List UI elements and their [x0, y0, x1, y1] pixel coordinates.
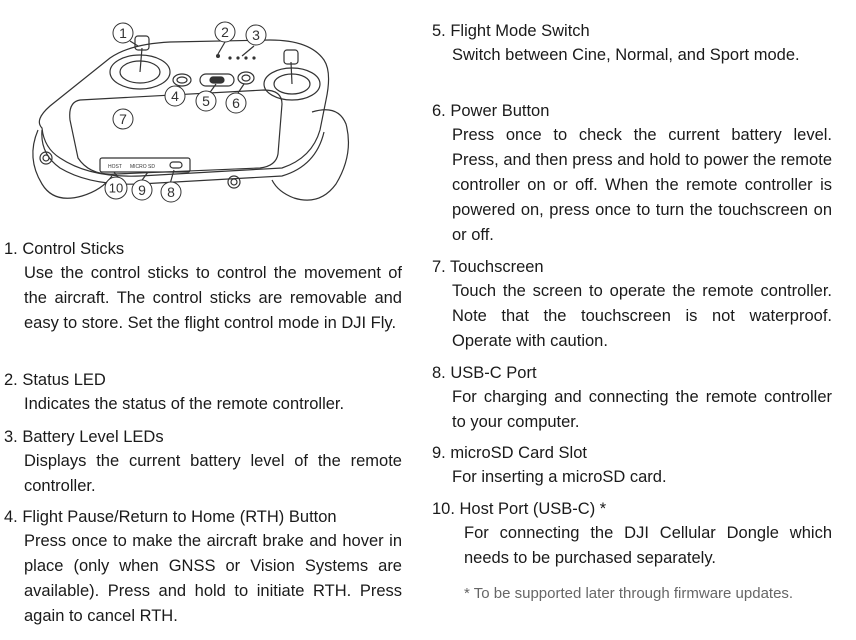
item-title: 4. Flight Pause/Return to Home (RTH) Button: [4, 508, 337, 526]
item-description: Switch between Cine, Normal, and Sport mode.: [452, 46, 800, 64]
item-description: Touch the screen to operate the remote controller. Note that the touchscreen is not waterproof. Operate with caution.: [452, 282, 832, 350]
item-description: Press once to make the aircraft brake and hover in place (only when GNSS or Vision Systems are available). Press and hold to initiate RTH. Press again to cancel RTH.: [24, 532, 402, 625]
item-microsd-slot: [432, 442, 832, 490]
item-flight-mode-switch: [432, 20, 832, 68]
item-battery-level-leds: [4, 426, 402, 499]
callout-3: 3: [252, 27, 260, 43]
item-title: 6. Power Button: [432, 102, 550, 120]
item-title: 8. USB-C Port: [432, 364, 537, 382]
item-title: 5. Flight Mode Switch: [432, 22, 590, 40]
callout-7: 7: [119, 111, 127, 127]
host-port-label: HOST: [108, 164, 122, 170]
item-description: For charging and connecting the remote controller to your computer.: [452, 388, 832, 431]
callout-5: 5: [202, 93, 210, 109]
callout-1: 1: [119, 25, 127, 41]
callout-8: 8: [167, 184, 175, 200]
item-description: Use the control sticks to control the movement of the aircraft. The control sticks are removable and easy to store. Set the flight control mode in DJI Fly.: [24, 264, 402, 332]
microsd-slot-label: MICRO SD: [130, 164, 155, 170]
item-control-sticks: [4, 238, 402, 336]
item-title: 1. Control Sticks: [4, 240, 125, 258]
item-status-led: [4, 369, 402, 417]
footnote: * To be supported later through firmware updates.: [464, 585, 794, 602]
item-power-button: [432, 100, 832, 248]
item-title: 7. Touchscreen: [432, 258, 544, 276]
item-title: 9. microSD Card Slot: [432, 444, 587, 462]
callout-6: 6: [232, 95, 240, 111]
callout-2: 2: [221, 24, 229, 40]
callout-10: 10: [108, 180, 124, 196]
item-description: Indicates the status of the remote controller.: [24, 395, 345, 413]
item-title: 3. Battery Level LEDs: [4, 428, 164, 446]
item-title: 10. Host Port (USB-C) *: [432, 500, 607, 518]
item-title: 2. Status LED: [4, 371, 106, 389]
item-rth-button: [4, 506, 402, 629]
callout-4: 4: [171, 88, 179, 104]
item-description: For connecting the DJI Cellular Dongle which needs to be purchased separately.: [464, 524, 832, 567]
item-host-port: [432, 498, 832, 571]
item-description: Displays the current battery level of the remote controller.: [24, 452, 402, 495]
item-description: For inserting a microSD card.: [452, 468, 667, 486]
item-usb-c-port: [432, 362, 832, 435]
remote-controller-illustration: [20, 8, 360, 216]
item-description: Press once to check the current battery level. Press, and then press and hold to power the remote controller on or off. When the remote controller is powered on, press once to turn the touchscreen on or off.: [452, 126, 832, 244]
item-touchscreen: [432, 256, 832, 354]
callout-9: 9: [138, 182, 146, 198]
